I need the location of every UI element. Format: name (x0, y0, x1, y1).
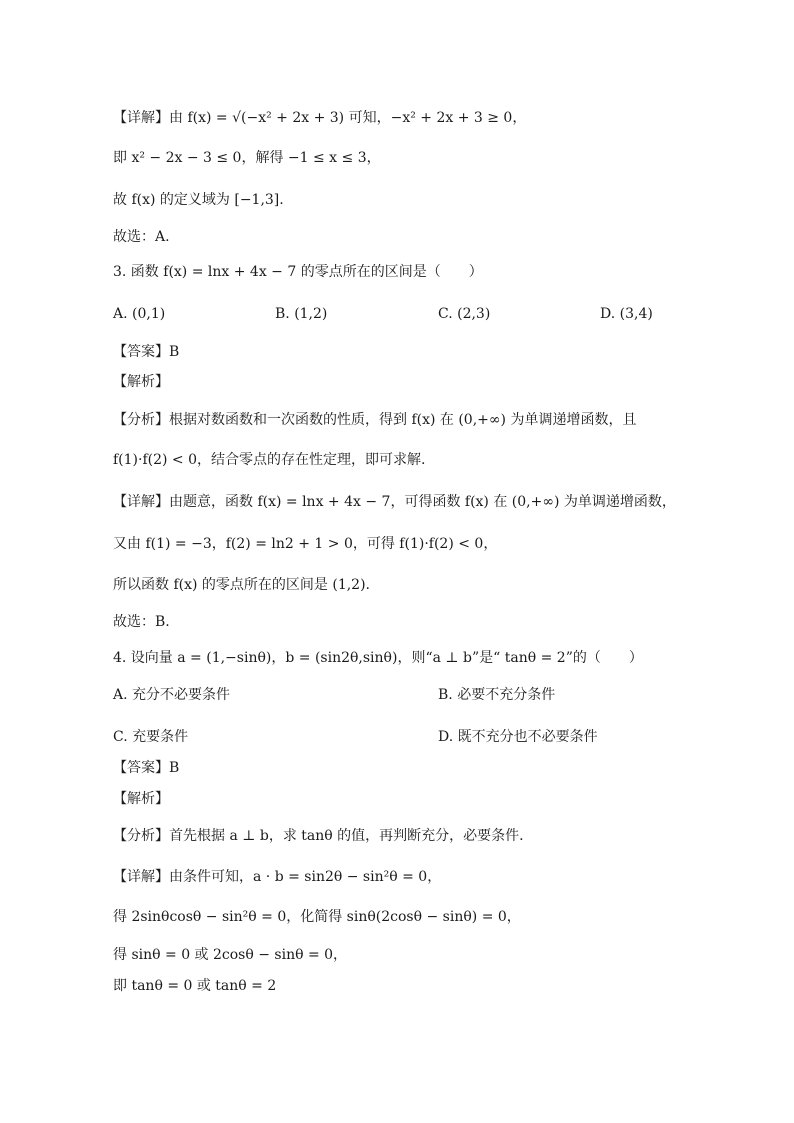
q3-option-a: A. (0,1) (113, 306, 166, 322)
q3-option-c: C. (2,3) (438, 306, 491, 322)
q4-analysis-heading: 【解析】 (113, 791, 169, 807)
q4-option-a: A. 充分不必要条件 (113, 687, 231, 703)
q3-option-d: D. (3,4) (600, 306, 653, 322)
q4-option-d: D. 既不充分也不必要条件 (438, 729, 598, 745)
q3-detail-line-1: 【详解】由题意，函数 f(x) = lnx + 4x − 7，可得函数 f(x) 在 (0,+∞) 为单调递增函数， (113, 494, 676, 510)
q3-analysis-line-2: f(1)·f(2) < 0，结合零点的存在性定理，即可求解. (113, 452, 426, 468)
q3-analysis-heading: 【解析】 (113, 374, 169, 390)
q4-detail-line-3: 得 sinθ = 0 或 2cosθ − sinθ = 0， (113, 947, 348, 963)
q4-analysis-line: 【分析】首先根据 a ⊥ b，求 tanθ 的值，再判断充分，必要条件. (113, 828, 524, 844)
q3-analysis-line-1: 【分析】根据对数函数和一次函数的性质，得到 f(x) 在 (0,+∞) 为单调递增函数，且 (113, 412, 637, 428)
q4-option-b: B. 必要不充分条件 (438, 687, 556, 703)
q4-option-c: C. 充要条件 (113, 729, 189, 745)
q3-detail-line-3: 所以函数 f(x) 的零点所在的区间是 (1,2). (113, 577, 370, 593)
question-3-stem: 3. 函数 f(x) = lnx + 4x − 7 的零点所在的区间是（ ） (113, 264, 483, 280)
solution-line-1: 【详解】由 f(x) = √(−x² + 2x + 3) 可知，−x² + 2x + 3 ≥ 0， (113, 110, 527, 126)
q4-detail-line-2: 得 2sinθcosθ − sin²θ = 0，化简得 sinθ(2cosθ − sinθ) = 0， (113, 909, 521, 925)
q3-option-b: B. (1,2) (275, 306, 328, 322)
question-4-stem: 4. 设向量 a = (1,−sinθ)，b = (sin2θ,sinθ)，则“a ⊥ b”是“ tanθ = 2”的（ ） (113, 650, 643, 666)
answer-choice-line: 故选：A. (113, 229, 170, 245)
q3-answer: 【答案】B (113, 344, 180, 360)
solution-line-3: 故 f(x) 的定义域为 [−1,3]. (113, 192, 284, 208)
q4-answer: 【答案】B (113, 760, 180, 776)
solution-line-2: 即 x² − 2x − 3 ≤ 0，解得 −1 ≤ x ≤ 3， (113, 150, 381, 166)
q4-detail-line-1: 【详解】由条件可知，a · b = sin2θ − sin²θ = 0， (113, 869, 442, 885)
q3-choice: 故选：B. (113, 614, 170, 630)
q3-detail-line-2: 又由 f(1) = −3，f(2) = ln2 + 1 > 0，可得 f(1)·f(2) < 0， (113, 536, 498, 552)
q4-detail-line-4: 即 tanθ = 0 或 tanθ = 2 (113, 978, 277, 994)
